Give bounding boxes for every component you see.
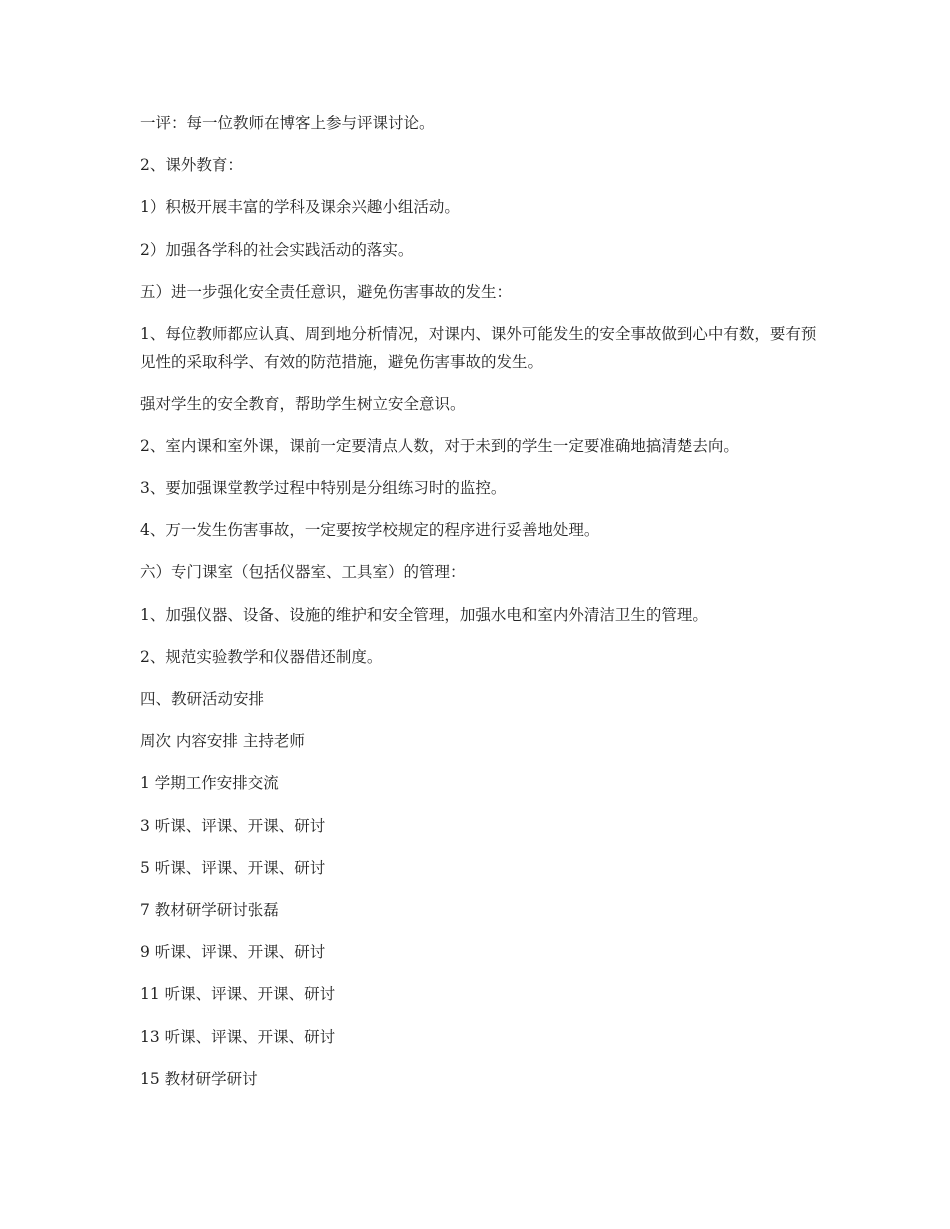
heading-safety: 五）进一步强化安全责任意识，避免伤害事故的发生：	[140, 282, 513, 301]
paragraph-group-monitoring: 3、要加强课堂教学过程中特别是分组练习时的监控。	[140, 479, 507, 498]
paragraph-headcount: 2、室内课和室外课，课前一定要清点人数，对于未到的学生一定要准确地搞清楚去向。	[140, 436, 739, 455]
schedule-row-week-15: 15 教材研学研讨	[140, 1069, 258, 1088]
heading-research-schedule: 四、教研活动安排	[140, 690, 265, 709]
schedule-row-week-13: 13 听课、评课、开课、研讨	[140, 1027, 336, 1046]
paragraph-lending-system: 2、规范实验教学和仪器借还制度。	[140, 647, 383, 666]
document-body	[140, 110, 820, 1108]
schedule-header-row: 周次 内容安排 主持老师	[140, 732, 305, 751]
paragraph-safety-analysis: 1、每位教师都应认真、周到地分析情况，对课内、课外可能发生的安全事故做到心中有数，要有预见性的采取科学、有效的防范措施，避免伤害事故的发生。	[140, 324, 817, 371]
schedule-row-week-1: 1 学期工作安排交流	[140, 774, 279, 793]
paragraph-interest-groups: 1）积极开展丰富的学科及课余兴趣小组活动。	[140, 198, 460, 217]
schedule-row-week-7: 7 教材研学研讨张磊	[140, 900, 279, 919]
schedule-row-week-3: 3 听课、评课、开课、研讨	[140, 816, 326, 835]
schedule-row-week-9: 9 听课、评课、开课、研讨	[140, 943, 326, 962]
paragraph-equipment-maintenance: 1、加强仪器、设备、设施的维护和安全管理，加强水电和室内外清洁卫生的管理。	[140, 605, 708, 624]
schedule-row-week-5: 5 听课、评课、开课、研讨	[140, 858, 326, 877]
paragraph-accident-handling: 4、万一发生伤害事故，一定要按学校规定的程序进行妥善地处理。	[140, 521, 600, 540]
paragraph-social-practice: 2）加强各学科的社会实践活动的落实。	[140, 240, 414, 259]
heading-extracurricular: 2、课外教育：	[140, 156, 243, 175]
schedule-row-week-11: 11 听课、评课、开课、研讨	[140, 985, 336, 1004]
paragraph-safety-education: 强对学生的安全教育，帮助学生树立安全意识。	[140, 394, 466, 413]
paragraph-blog-review: 一评：每一位教师在博客上参与评课讨论。	[140, 114, 435, 132]
heading-special-rooms: 六）专门课室（包括仪器室、工具室）的管理：	[140, 563, 466, 582]
